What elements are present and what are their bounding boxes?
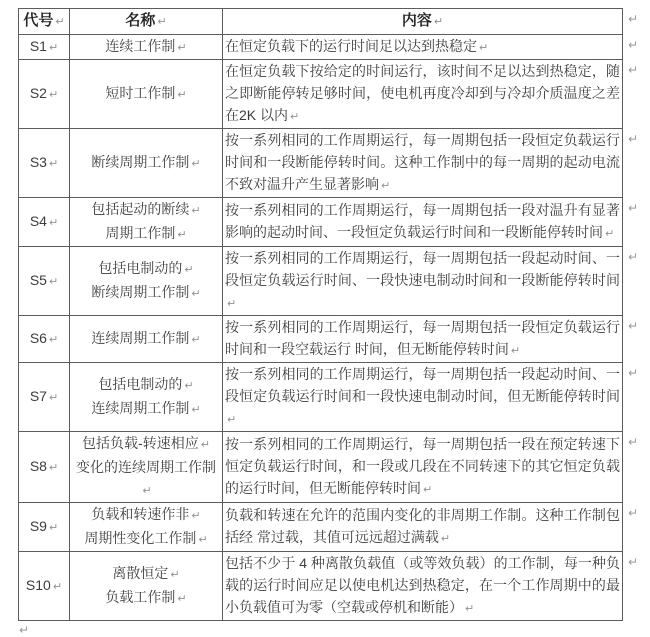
duty-name-line: 断续周期工作制 <box>91 284 190 300</box>
duty-name-line: 短时工作制 <box>105 85 176 101</box>
paragraph-return-mark: ↵ <box>191 288 201 300</box>
code-cell-S7 <box>19 363 70 432</box>
paragraph-return-mark: ↵ <box>290 111 300 123</box>
code-cell-S6 <box>19 316 70 363</box>
duty-name-line: 连续周期工作制 <box>91 330 190 346</box>
table-row-S8 <box>19 432 623 503</box>
paragraph-return-mark: ↵ <box>48 42 59 54</box>
duty-code: S1 <box>29 38 47 54</box>
name-cell-S7 <box>70 363 223 432</box>
name-cell-S6 <box>70 316 223 363</box>
paragraph-return-mark: ↵ <box>191 510 201 522</box>
header-label-content: 内容 <box>401 12 432 29</box>
paragraph-return-mark: ↵ <box>433 16 444 28</box>
paragraph-return-mark: ↵ <box>142 485 152 497</box>
header-cell-content <box>223 9 623 35</box>
table-row-S6 <box>19 316 623 363</box>
duty-name-line: 周期工作制 <box>105 225 176 241</box>
content-cell-S1 <box>223 35 623 60</box>
name-cell-S3 <box>70 129 223 198</box>
duty-content: 按一系列相同的工作周期运行，每一周期包括一段起动时间、一段恒定负载运行时间、一段快速电制动时间和一段断能停转时间 <box>225 250 620 288</box>
code-cell-S9 <box>19 503 70 552</box>
table-row-S3 <box>19 129 623 198</box>
duty-code: S7 <box>29 388 47 404</box>
document-end-paragraph-mark: ↵ <box>19 623 30 637</box>
duty-code: S10 <box>25 577 51 593</box>
paragraph-return-mark: ↵ <box>198 534 208 546</box>
content-cell-S9 <box>223 503 623 552</box>
code-cell-S2 <box>19 60 70 129</box>
paragraph-return-mark: ↵ <box>170 569 180 581</box>
paragraph-return-mark: ↵ <box>177 229 187 241</box>
content-cell-S2 <box>223 60 623 129</box>
row-end-mark: ↵ <box>628 12 639 26</box>
duty-name-line: 包括起动的断续 <box>91 201 190 217</box>
content-cell-S5 <box>223 247 623 316</box>
paragraph-return-mark: ↵ <box>381 180 391 192</box>
paragraph-return-mark: ↵ <box>55 16 65 28</box>
duty-name-line: 断续周期工作制 <box>91 154 190 170</box>
content-cell-S3 <box>223 129 623 198</box>
row-end-mark: ↵ <box>628 319 639 333</box>
duty-content: 按一系列相同的工作周期运行，每一周期包括一段恒定负载运行时间和一段断能停转时间。这种工作制中的每一周期的起动电流不致对温升产生显著影响 <box>225 132 620 192</box>
table-row-S9 <box>19 503 623 552</box>
paragraph-return-mark: ↵ <box>227 414 237 426</box>
duty-content: 在恒定负载下按给定的时间运行，该时间不足以达到热稳定，随之即断能停转足够时间，使电机再度冷却到与冷却介质温度之差在2K 以内 <box>225 63 620 123</box>
paragraph-return-mark: ↵ <box>157 16 167 28</box>
name-cell-S2 <box>70 60 223 129</box>
duty-content: 按一系列相同的工作周期运行，每一周期包括一段恒定负载运行时间和一段空载运行 时间，但无断能停转时间 <box>225 319 620 357</box>
duty-name-line: 包括电制动的 <box>98 376 183 392</box>
code-cell-S3 <box>19 129 70 198</box>
duty-name-line: 离散恒定 <box>112 565 169 581</box>
paragraph-return-mark: ↵ <box>479 42 489 54</box>
name-cell-S8 <box>70 432 223 503</box>
code-cell-S10 <box>19 552 70 621</box>
row-end-mark: ↵ <box>628 201 639 215</box>
row-end-mark: ↵ <box>628 555 639 569</box>
duty-name-line: 连续工作制 <box>105 38 176 54</box>
code-cell-S1 <box>19 35 70 60</box>
duty-content: 负载和转速在允许的范围内变化的非周期工作制。这种工作制包括经 常过载，其值可远远超过满载 <box>225 507 620 545</box>
table-header-row <box>19 9 623 35</box>
duty-name-line: 包括负载-转速相应 <box>82 435 199 451</box>
paragraph-return-mark: ↵ <box>177 89 187 101</box>
code-cell-S4 <box>19 198 70 247</box>
duty-name-line: 连续周期工作制 <box>91 400 190 416</box>
paragraph-return-mark: ↵ <box>48 522 59 534</box>
name-cell-S5 <box>70 247 223 316</box>
content-cell-S4 <box>223 198 623 247</box>
row-end-mark: ↵ <box>628 506 639 520</box>
name-cell-S4 <box>70 198 223 247</box>
duty-name-line: 周期性变化工作制 <box>84 530 197 546</box>
paragraph-return-mark: ↵ <box>440 533 451 545</box>
duty-code: S6 <box>29 330 47 346</box>
paragraph-return-mark: ↵ <box>48 334 59 346</box>
content-cell-S6 <box>223 316 623 363</box>
duty-name-line: 包括电制动的 <box>98 260 183 276</box>
paragraph-return-mark: ↵ <box>52 581 63 593</box>
table-row-S2 <box>19 60 623 129</box>
duty-content: 按一系列相同的工作周期运行，每一周期包括一段对温升有显著影响的起动时间、一段恒定负载运行时间和一段断能停转时间 <box>225 202 620 240</box>
paragraph-return-mark: ↵ <box>605 228 615 240</box>
content-cell-S10 <box>223 552 623 621</box>
paragraph-return-mark: ↵ <box>465 603 475 615</box>
paragraph-return-mark: ↵ <box>48 276 59 288</box>
paragraph-return-mark: ↵ <box>227 298 237 310</box>
duty-cycle-table-body <box>19 9 623 621</box>
header-label-name: 名称 <box>125 12 156 29</box>
duty-code: S9 <box>29 518 47 534</box>
header-label-code: 代号 <box>23 12 54 29</box>
duty-code: S3 <box>29 154 47 170</box>
row-end-mark: ↵ <box>628 366 639 380</box>
header-cell-name <box>70 9 223 35</box>
row-end-mark: ↵ <box>628 132 639 146</box>
paragraph-return-mark: ↵ <box>184 264 194 276</box>
paragraph-return-mark: ↵ <box>191 334 201 346</box>
duty-name-line: 负载和转速作非 <box>91 506 190 522</box>
paragraph-return-mark: ↵ <box>423 484 433 496</box>
code-cell-S8 <box>19 432 70 503</box>
duty-code: S5 <box>29 272 47 288</box>
duty-name-line: 负载工作制 <box>105 589 176 605</box>
name-cell-S1 <box>70 35 223 60</box>
paragraph-return-mark: ↵ <box>48 217 59 229</box>
duty-name-line: 变化的连续周期工作制 <box>76 459 216 475</box>
content-cell-S7 <box>223 363 623 432</box>
duty-code: S4 <box>29 213 47 229</box>
row-end-mark: ↵ <box>628 250 639 264</box>
code-cell-S5 <box>19 247 70 316</box>
paragraph-return-mark: ↵ <box>184 380 194 392</box>
header-cell-code <box>19 9 70 35</box>
table-row-S5 <box>19 247 623 316</box>
table-row-S10 <box>19 552 623 621</box>
paragraph-return-mark: ↵ <box>48 158 59 170</box>
paragraph-return-mark: ↵ <box>191 404 201 416</box>
duty-code: S8 <box>29 458 47 474</box>
paragraph-return-mark: ↵ <box>48 462 59 474</box>
paragraph-return-mark: ↵ <box>48 392 59 404</box>
duty-code: S2 <box>29 85 47 101</box>
paragraph-return-mark: ↵ <box>191 158 201 170</box>
duty-cycle-table <box>18 8 623 621</box>
paragraph-return-mark: ↵ <box>177 42 187 54</box>
duty-content: 按一系列相同的工作周期运行，每一周期包括一段在预定转速下恒定负载运行时间，和一段或几段在不同转速下的其它恒定负载的运行时间，但无断能停转时间 <box>225 436 620 496</box>
paragraph-return-mark: ↵ <box>200 439 210 451</box>
name-cell-S10 <box>70 552 223 621</box>
paragraph-return-mark: ↵ <box>48 89 59 101</box>
duty-content: 在恒定负载下的运行时间足以达到热稳定 <box>225 38 477 54</box>
row-end-mark: ↵ <box>628 63 639 77</box>
paragraph-return-mark: ↵ <box>177 593 187 605</box>
name-cell-S9 <box>70 503 223 552</box>
table-row-S1 <box>19 35 623 60</box>
paragraph-return-mark: ↵ <box>510 345 521 357</box>
table-row-S4 <box>19 198 623 247</box>
table-row-S7 <box>19 363 623 432</box>
row-end-mark: ↵ <box>628 435 639 449</box>
duty-content: 包括不少于 4 种离散负载值（或等效负载）的工作制，每一种负载的运行时间应足以使电机达到热稳定，在一个工作周期中的最小负载值可为零（空载或停机和断能） <box>225 555 620 615</box>
row-end-mark: ↵ <box>628 38 639 52</box>
content-cell-S8 <box>223 432 623 503</box>
paragraph-return-mark: ↵ <box>191 205 201 217</box>
duty-content: 按一系列相同的工作周期运行，每一周期包括一段起动时间、一段恒定负载运行时间和一段快速电制动时间，但无断能停转时间 <box>225 366 620 404</box>
